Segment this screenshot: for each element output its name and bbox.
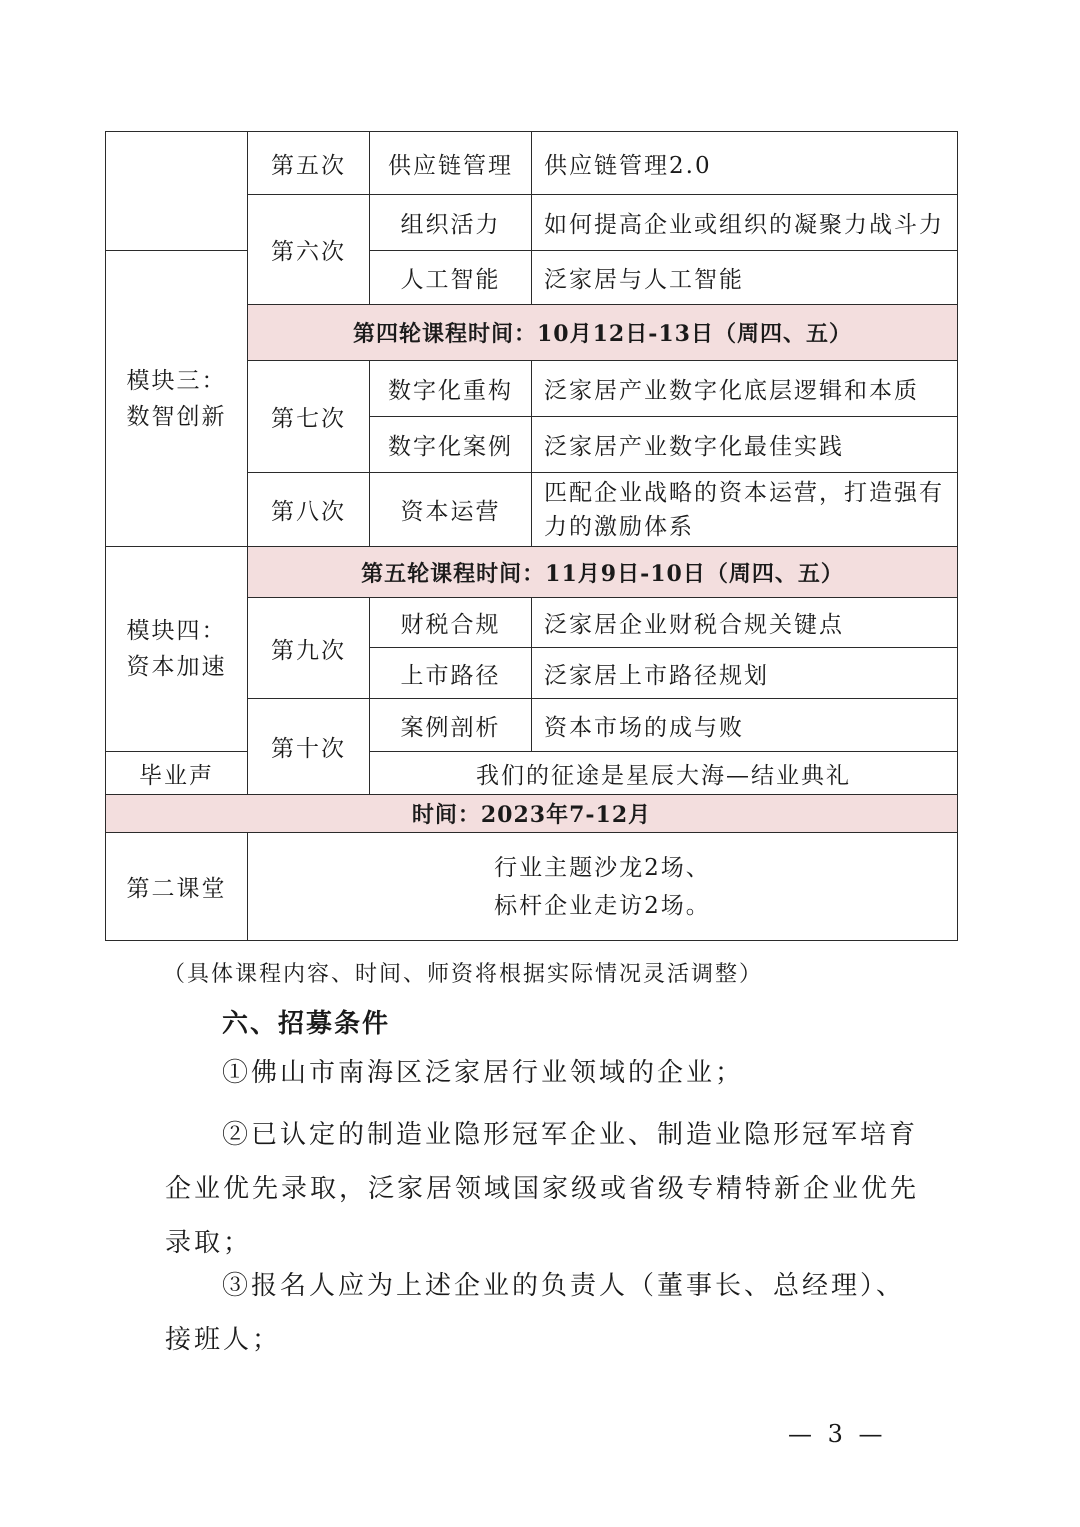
content-cell: 如何提高企业或组织的凝聚力战斗力 <box>532 195 958 251</box>
content-cell: 供应链管理2.0 <box>532 132 958 195</box>
topic-cell: 资本运营 <box>370 473 532 547</box>
topic-cell: 人工智能 <box>370 251 532 305</box>
content-cell: 泛家居产业数字化最佳实践 <box>532 417 958 473</box>
topic-cell: 案例剖析 <box>370 699 532 752</box>
content-cell <box>248 833 958 941</box>
adjustment-note: （具体课程内容、时间、师资将根据实际情况灵活调整） <box>163 962 764 987</box>
session-cell: 第七次 <box>248 361 370 473</box>
module-cell-empty <box>106 132 248 251</box>
requirement-item: ②已认定的制造业隐形冠军企业、制造业隐形冠军培育企业优先录取，泛家居领域国家级或省级专精特新企业优先录取； <box>165 1120 920 1258</box>
module-cell <box>106 251 248 547</box>
topic-cell: 财税合规 <box>370 598 532 648</box>
table-row <box>106 132 958 195</box>
content-cell: 泛家居上市路径规划 <box>532 648 958 699</box>
overall-time-band: 时间：2023年7-12月 <box>106 795 958 833</box>
content-cell: 泛家居产业数字化底层逻辑和本质 <box>532 361 958 417</box>
session-cell: 第九次 <box>248 598 370 699</box>
content-cell: 资本市场的成与败 <box>532 699 958 752</box>
section-heading: 六、招募条件 <box>222 1009 391 1039</box>
topic-cell: 上市路径 <box>370 648 532 699</box>
topic-cell: 组织活力 <box>370 195 532 251</box>
module-cell <box>106 547 248 752</box>
module-cell: 毕业声 <box>106 752 248 795</box>
table-row <box>106 795 958 833</box>
topic-cell: 数字化重构 <box>370 361 532 417</box>
table-row <box>106 833 958 941</box>
table-row <box>106 547 958 598</box>
topic-cell: 供应链管理 <box>370 132 532 195</box>
round-time-band: 第五轮课程时间：11月9日-10日（周四、五） <box>248 547 958 598</box>
module-label: 模块三：数智创新 <box>126 367 227 430</box>
content-cell: 匹配企业战略的资本运营，打造强有力的激励体系 <box>532 473 958 547</box>
session-cell: 第八次 <box>248 473 370 547</box>
session-cell: 第十次 <box>248 699 370 795</box>
content-cell: 泛家居企业财税合规关键点 <box>532 598 958 648</box>
requirement-item: ③报名人应为上述企业的负责人（董事长、总经理）、接班人； <box>165 1271 906 1355</box>
requirement-item: ①佛山市南海区泛家居行业领域的企业； <box>222 1058 745 1088</box>
module-cell: 第二课堂 <box>106 833 248 941</box>
content-cell: 泛家居与人工智能 <box>532 251 958 305</box>
course-schedule-table <box>105 131 958 941</box>
topic-cell: 数字化案例 <box>370 417 532 473</box>
module-label: 模块四：资本加速 <box>126 618 227 680</box>
session-cell: 第六次 <box>248 195 370 305</box>
session-cell: 第五次 <box>248 132 370 195</box>
page-number: — 3 — <box>788 1420 887 1448</box>
table-row <box>106 752 958 795</box>
content-cell: 我们的征途是星辰大海—结业典礼 <box>370 752 958 795</box>
content-line: 行业主题沙龙2场、 <box>494 854 711 881</box>
round-time-band: 第四轮课程时间：10月12日-13日（周四、五） <box>248 305 958 361</box>
content-line: 标杆企业走访2场。 <box>494 892 711 919</box>
table-row <box>106 251 958 305</box>
